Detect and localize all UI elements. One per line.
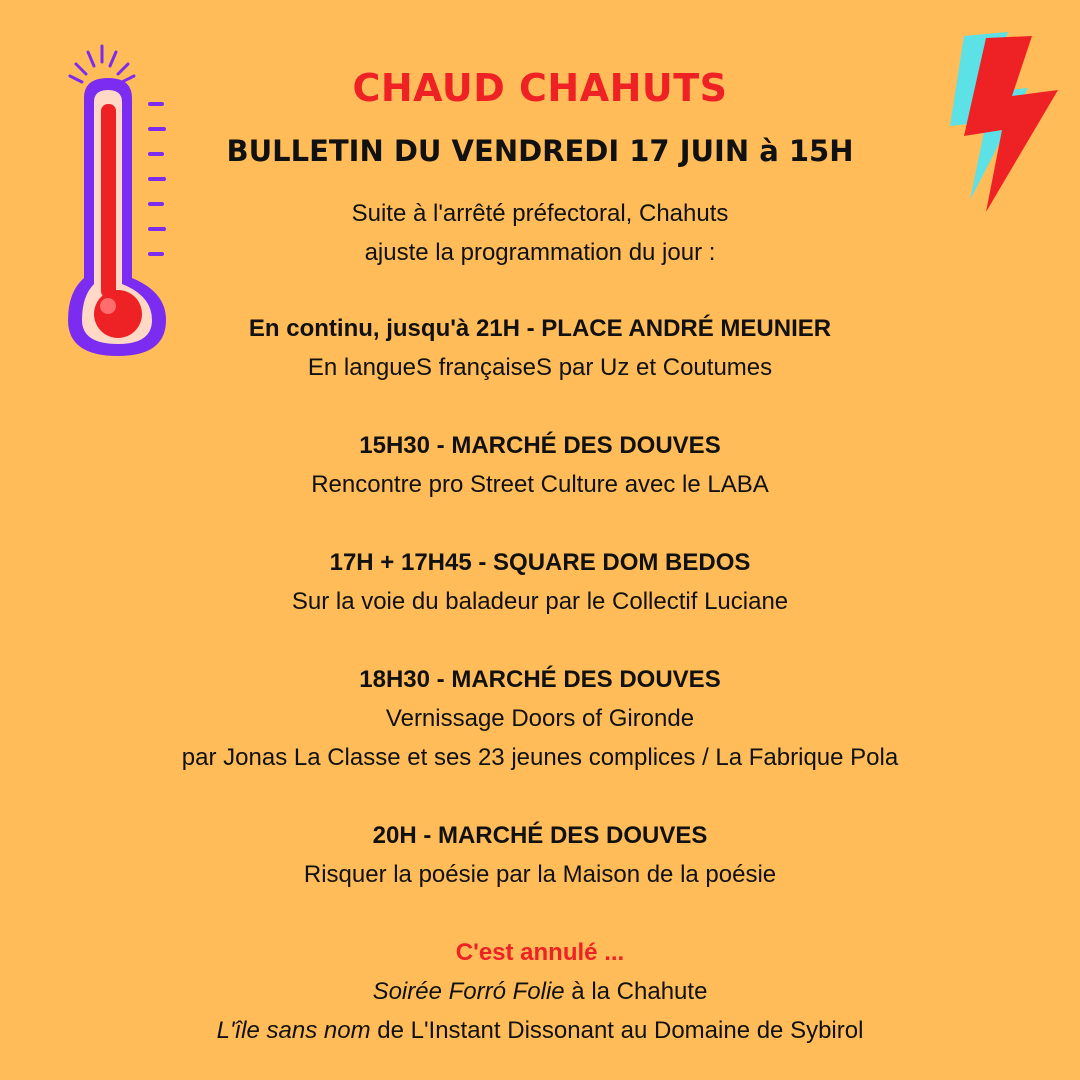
cancelled-detail: à la Chahute [564,978,708,1005]
cancelled-item [0,1011,1080,1050]
event-item [0,309,1080,387]
event-description: Sur la voie du baladeur par le Collectif Luciane [291,588,789,615]
cancelled-detail: de L'Instant Dissonant au Domaine de Sybirol [370,1017,864,1044]
program-list [0,309,1080,1050]
bulletin-subtitle: BULLETIN DU VENDREDI 17 JUIN à 15H [226,134,854,168]
lightning-bolt-icon [946,30,1062,216]
cancelled-section [0,933,1080,1050]
intro-line: Suite à l'arrêté préfectoral, Chahuts [351,200,729,227]
event-heading: 20H - MARCHÉ DES DOUVES [372,822,708,849]
event-description: par Jonas La Classe et ses 23 jeunes complices / La Fabrique Pola [181,744,899,771]
event-description: En langueS françaiseS par Uz et Coutumes [307,354,773,381]
event-item [0,816,1080,894]
event-heading: En continu, jusqu'à 21H - PLACE ANDRÉ MEUNIER [248,315,832,342]
page-title: CHAUD CHAHUTS [352,66,728,110]
intro-text [0,194,1080,272]
cancelled-title: L'île sans nom [216,1017,371,1044]
event-description: Vernissage Doors of Gironde [385,705,695,732]
cancelled-title: Soirée Forró Folie [372,978,565,1005]
event-item [0,426,1080,504]
event-heading: 15H30 - MARCHÉ DES DOUVES [359,432,721,459]
event-item [0,660,1080,777]
event-heading: 18H30 - MARCHÉ DES DOUVES [359,666,721,693]
event-item [0,543,1080,621]
event-description: Risquer la poésie par la Maison de la poésie [303,861,777,888]
event-heading: 17H + 17H45 - SQUARE DOM BEDOS [329,549,751,576]
cancelled-item [0,972,1080,1011]
intro-line: ajuste la programmation du jour : [364,239,716,266]
cancelled-heading: C'est annulé ... [455,939,625,966]
event-description: Rencontre pro Street Culture avec le LABA [311,471,769,498]
